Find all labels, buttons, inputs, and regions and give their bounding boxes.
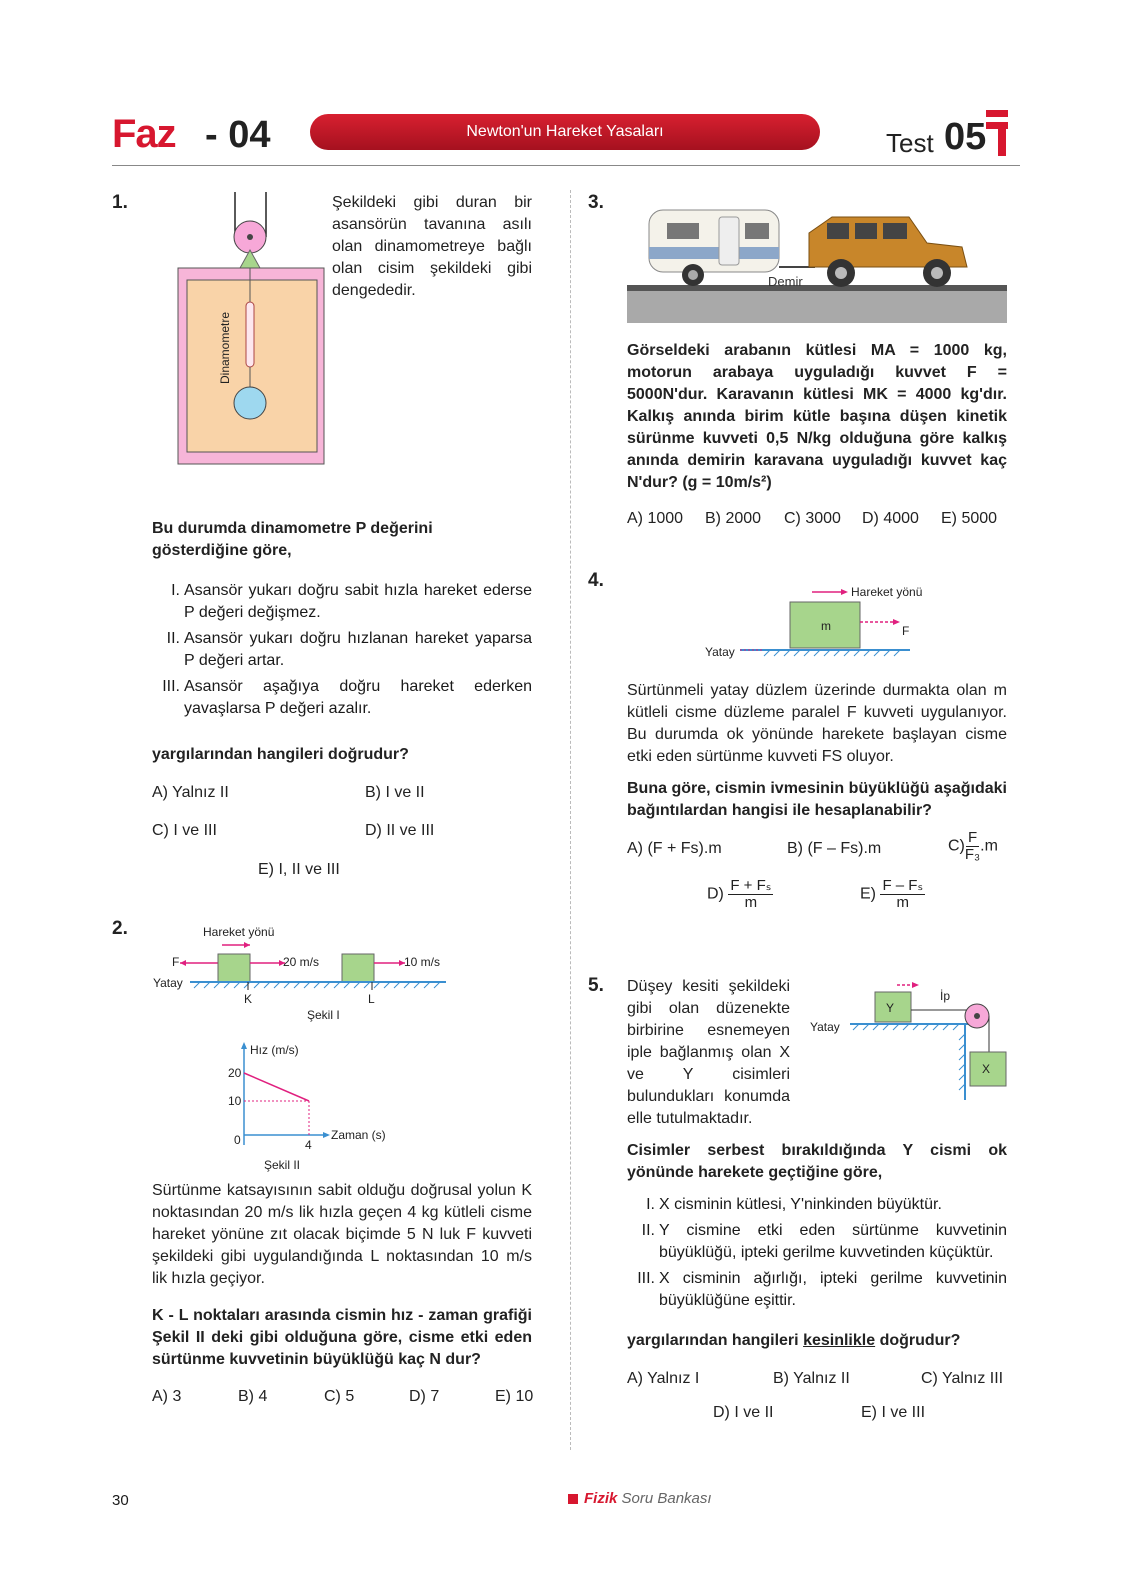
t-logo-icon: [986, 110, 1008, 156]
q5-number: 5.: [588, 975, 604, 996]
q1-option-e[interactable]: E) I, II ve III: [258, 861, 340, 878]
q4-surface-label: Yatay: [705, 645, 735, 659]
q3-option-c[interactable]: C) 3000: [784, 510, 841, 527]
q2-surface-label: Yatay: [153, 976, 183, 990]
q5-option-c[interactable]: C) Yalnız III: [921, 1370, 1004, 1387]
q4-number: 4.: [588, 570, 604, 591]
book-subject: Fizik: [584, 1490, 618, 1507]
topic-banner: [310, 114, 820, 150]
q5-surface-label: Yatay: [810, 1020, 840, 1034]
q2-tick-x4: 4: [305, 1138, 312, 1152]
q3-car-caravan-image: [627, 195, 1007, 325]
q5-option-d[interactable]: D) I ve II: [713, 1404, 774, 1421]
q5-rope-label: İp: [940, 989, 951, 1003]
header-divider: [112, 165, 1020, 166]
q1-option-a[interactable]: A) Yalnız II: [152, 784, 229, 801]
book-title: [568, 1490, 712, 1507]
q4-option-c[interactable]: C) $\frac{F}{\text{F₃}}$ .m: [948, 829, 998, 863]
column-divider: [570, 190, 571, 1450]
topic-title: Newton'un Hareket Yasaları: [466, 123, 664, 140]
q2-fig1: [150, 920, 460, 1025]
q1-intro: Şekildeki gibi duran bir asansörün tavanına asılı olan dinamometreye bağlı olan cisim şekildeki gibi dengededir.: [332, 194, 532, 299]
q4-question: Buna göre, cismin ivmesinin büyüklüğü aşağıdaki bağıntılardan hangisi ile hesaplanabilir?: [627, 780, 1007, 819]
q5-item-1: I. X cisminin kütlesi, Y'ninkinden büyüktür.: [646, 1196, 942, 1213]
q2-direction-label: Hareket yönü: [203, 925, 275, 939]
q2-option-d[interactable]: D) 7: [409, 1388, 440, 1405]
q5-item-3: III. X cisminin ağırlığı, ipteki gerilme kuvvetinin büyüklüğüne eşittir.: [637, 1270, 1007, 1309]
q2-force-label: F: [172, 955, 180, 969]
q2-option-b[interactable]: B) 4: [238, 1388, 268, 1405]
q2-number: 2.: [112, 918, 128, 939]
q3-number: 3.: [588, 192, 604, 213]
q1-item-1: I. Asansör yukarı doğru sabit hızla hareket ederse P değeri değişmez.: [171, 582, 532, 621]
q1-option-c[interactable]: C) I ve III: [152, 822, 217, 839]
q1-question: yargılarından hangileri doğrudur?: [152, 746, 409, 763]
square-icon: [568, 1494, 578, 1504]
q2-tick-x0: 0: [234, 1133, 241, 1147]
q1-items: [152, 580, 532, 720]
q4-option-b[interactable]: B) (F – Fs).m: [787, 840, 882, 857]
q5-option-a[interactable]: A) Yalnız I: [627, 1370, 700, 1387]
q5-stem: Cisimler serbest bırakıldığında Y cismi ok yönünde harekete geçtiğine göre,: [627, 1142, 1007, 1181]
q2-point-l: L: [368, 992, 375, 1006]
q3-body: Görseldeki arabanın kütlesi MA = 1000 kg, motorun arabaya uyguladığı kuvvet F = 5000N'dur. Karavanın kütlesi MK = 4000 kg'dır. Kalkış anında birim kütle başına düşen kinetik sürünme kuvveti 0,5 N/kg olduğuna göre kalkış anında demirin karavana uyguladığı kuvvet kaç N'dur? (g = 10m/s²): [627, 342, 1007, 491]
test-label: Test: [886, 128, 934, 158]
q4-option-a[interactable]: A) (F + Fs).m: [627, 840, 722, 857]
q1-elevator-figure: [170, 192, 330, 470]
test-number: 05: [944, 116, 987, 158]
q5-pulley-figure: [805, 980, 1015, 1110]
q5-block-y: Y: [886, 1001, 895, 1015]
q2-tick-y10: 10: [228, 1094, 242, 1108]
q1-item-2: II. Asansör yukarı doğru hızlanan hareket yaparsa P değeri artar.: [166, 630, 532, 669]
q5-items: [627, 1194, 1007, 1312]
page-number: 30: [112, 1492, 129, 1509]
q4-option-e[interactable]: E) $\frac{\text{F – Fₛ}}{m}$: [860, 877, 924, 911]
q2-tick-y20: 20: [228, 1066, 242, 1080]
q4-option-d[interactable]: D) $\frac{\text{F + Fₛ}}{m}$: [707, 877, 772, 911]
q5-option-b[interactable]: B) Yalnız II: [773, 1370, 850, 1387]
q2-question: K - L noktaları arasında cismin hız - zaman grafiği Şekil II deki gibi olduğuna göre, cisme etki eden sürtünme kuvvetinin büyüklüğü kaç N dur?: [152, 1307, 532, 1368]
q5-block-x: X: [982, 1062, 991, 1076]
q4-mass-label: m: [821, 619, 831, 633]
q2-point-k: K: [244, 992, 253, 1006]
q1-stem: Bu durumda dinamometre P değerini gösterdiğine göre,: [152, 520, 433, 559]
q5-item-2: II. Y cismine etki eden sürtünme kuvvetinin büyüklüğü, ipteki gerilme kuvvetinden küçüktür.: [641, 1222, 1007, 1261]
q1-item-3: III. Asansör aşağıya doğru hareket ederken yavaşlarsa P değeri azalır.: [162, 678, 532, 717]
q2-xlabel: Zaman (s): [331, 1128, 386, 1142]
q2-option-e[interactable]: E) 10: [495, 1388, 534, 1405]
q1-dynamometer-label: Dinamometre: [218, 311, 232, 384]
q2-fig1-caption: Şekil I: [307, 1008, 340, 1022]
q5-question: yargılarından hangileri kesinlikle doğrudur?: [627, 1332, 961, 1349]
q2-fig2-caption: Şekil II: [264, 1158, 301, 1172]
q5-intro: Düşey kesiti şekildeki gibi olan düzenekte birbirine esnemeyen iple bağlanmış olan X ve Y cisimleri bulundukları konumda elle tutulmaktadır.: [627, 978, 790, 1127]
q4-force-label: F: [902, 624, 910, 638]
q3-option-e[interactable]: E) 5000: [941, 510, 998, 527]
unit-number: - 04: [205, 114, 271, 156]
q1-option-d[interactable]: D) II ve III: [365, 822, 435, 839]
q2-ylabel: Hız (m/s): [250, 1043, 299, 1057]
q3-option-a[interactable]: A) 1000: [627, 510, 684, 527]
q2-option-c[interactable]: C) 5: [324, 1388, 355, 1405]
q2-velocity-line: [244, 1073, 309, 1101]
q4-direction-label: Hareket yönü: [851, 585, 923, 599]
q1-option-b[interactable]: B) I ve II: [365, 784, 425, 801]
q1-number: 1.: [112, 192, 128, 213]
book-rest: Soru Bankası: [621, 1490, 712, 1507]
q2-option-a[interactable]: A) 3: [152, 1388, 182, 1405]
q4-body: Sürtünmeli yatay düzlem üzerinde durmakta olan m kütleli cisme düzleme paralel F kuvveti uygulanıyor. Bu durumda ok yönünde harekete başlayan cisme etki eden sürtünme kuvveti FS oluyor.: [627, 682, 1007, 765]
q3-option-b[interactable]: B) 2000: [705, 510, 762, 527]
brand-logo: Faz: [112, 112, 176, 156]
q3-demir-label: Demir: [768, 274, 803, 289]
q2-body: Sürtünme katsayısının sabit olduğu doğrusal yolun K noktasından 20 m/s lik hızla geçen 4 kg kütleli cisme hareket yönüne zıt olacak biçimde 5 N luk F kuvveti şekildeki gibi uygulandığında L noktasından 10 m/s lik hızla geçiyor.: [152, 1182, 532, 1287]
q5-option-e[interactable]: E) I ve III: [861, 1404, 926, 1421]
q3-option-d[interactable]: D) 4000: [862, 510, 919, 527]
q2-v2-label: 10 m/s: [404, 955, 441, 969]
q2-v1-label: 20 m/s: [283, 955, 320, 969]
